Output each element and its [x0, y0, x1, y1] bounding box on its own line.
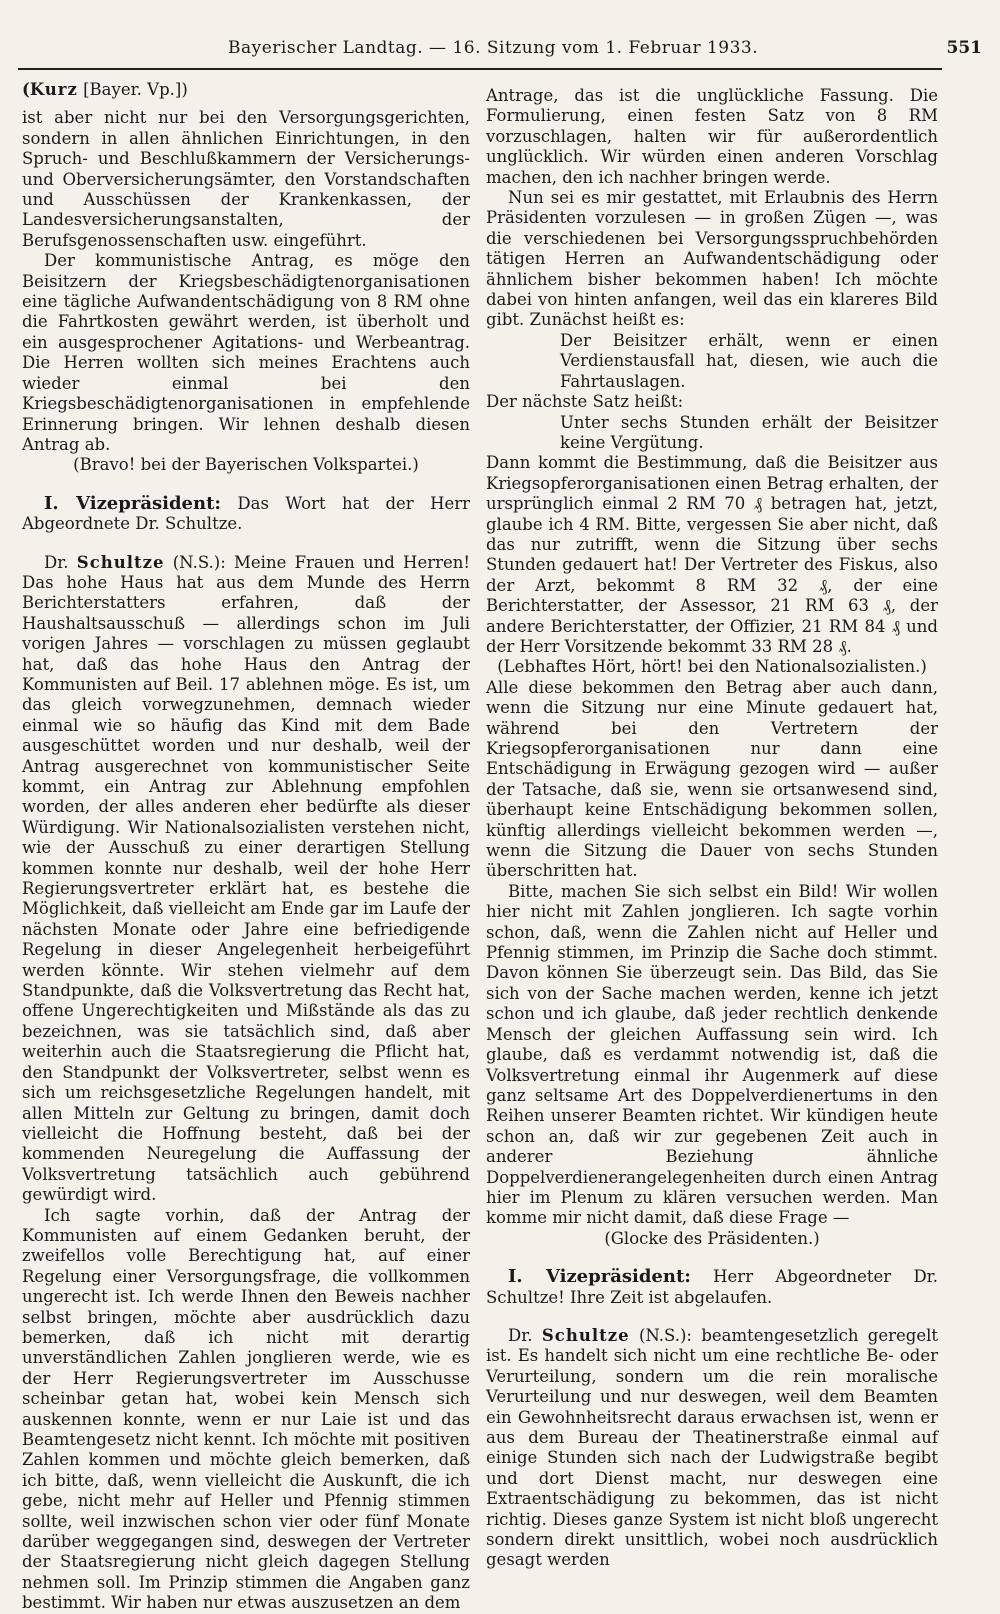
- bell-note: (Glocke des Präsidenten.): [604, 1228, 820, 1248]
- right-paragraph-5: Alle diese bekommen den Betrag aber auch dann, wenn die Sitzung nur eine Minute gedauert hat, während bei den Vertretern der Kriegsopferorganisationen nur dann eine Entschädigung in Erwägung gezogen wird — außer der Tatsache, daß sie, wenn sie ortsanwesend sind, überhaupt keine Entschädigung bekommen sollen, künftig allerdings vielleicht bekommen werden —, wenn die Sitzung die Dauer von sechs Stunden überschritten hat.: [486, 677, 938, 881]
- right-paragraph-6: Bitte, machen Sie sich selbst ein Bild! Wir wollen hier nicht mit Zahlen jonglieren. Ich sagte vorhin schon, daß, wenn die Zahlen nicht auf Heller und Pfennig stimmen, im Prinzip die Sache doch stimmt. Davon können Sie überzeugt sein. Das Bild, das Sie sich von der Sache machen werden, kenne ich jetzt schon und ich glaube, daß jeder rechtlich denkende Mensch der gleichen Auffassung sein wird. Ich glaube, daß es verdammt notwendig ist, daß die Volksvertretung einmal ihr Augenmerk auf diese ganz seltsame Art des Doppelverdienertums in den Reihen unserer Beamten richtet. Wir kündigen heute schon an, daß wir zur gegebenen Zeit auch in anderer Beziehung ähnliche Doppelverdienerangelegenheiten durch einen Antrag hier im Plenum zu klären versuchen werden. Man komme mir nicht damit, daß diese Frage —: [486, 881, 938, 1228]
- left-column: [22, 80, 470, 1614]
- speaker-prefix: Dr.: [44, 552, 77, 572]
- speech-schultze-continued: [486, 1326, 938, 1571]
- vice-president-label-2: I. Vizepräsident:: [508, 1266, 691, 1288]
- running-title: Bayerischer Landtag. — 16. Sitzung vom 1. Februar 1933.: [228, 38, 759, 58]
- applause-note: (Bravo! bei der Bayerischen Volkspartei.): [73, 455, 419, 475]
- speaker-prefix-2: Dr.: [508, 1325, 542, 1345]
- speaker-party-2: (N.S.):: [629, 1325, 702, 1345]
- page-number: 551: [946, 38, 982, 58]
- speaker-name-2: Schultze: [541, 1325, 630, 1345]
- vice-president-text-2: Herr Abgeordneter Dr. Schultze! Ihre Zeit ist abgelaufen.: [486, 1267, 938, 1307]
- right-paragraph-1: Antrage, das ist die unglückliche Fassung. Die Formulierung, einen festen Satz von 8 RM vorzuschlagen, halten wir für außerordentlich unglücklich. Wir würden einen anderen Vorschlag machen, den ich nachher bringen werde.: [486, 86, 938, 187]
- running-header: [18, 38, 982, 70]
- left-paragraph-3: Meine Frauen und Herren! Das hohe Haus hat aus dem Munde des Herrn Berichterstatters erfahren, daß der Haushaltsausschuß — allerdings schon im Juli vorigen Jahres — vorschlagen zu müssen geglaubt hat, daß das hohe Haus den Antrag der Kommunisten auf Beil. 17 ablehnen möge. Es ist, um das gleich vorwegzunehmen, demnach wieder einmal wie so häufig das Kind mit dem Bade ausgeschüttet worden und nur deshalb, weil der Antrag ausgerechnet von kommunistischer Seite kommt, ein Antrag zur Ablehnung empfohlen worden, der alles anderen eher bedürfte als dieser Würdigung. Wir Nationalsozialisten verstehen nicht, wie der Ausschuß zu einer derartigen Stellung kommen konnte nur deshalb, weil der hohe Herr Regierungsvertreter erklärt hat, es bestehe die Möglichkeit, daß vielleicht am Ende gar im Laufe der nächsten Monate oder Jahre eine befriedigende Regelung in dieser Angelegenheit herbeigeführt werden könnte. Wir stehen vielmehr auf dem Standpunkte, daß die Volksvertretung das Recht hat, offene Ungerechtigkeiten und Mißstände als das zu bezeichnen, was sie tatsächlich sind, daß aber weiterhin auch die Staatsregierung die Pflicht hat, den Standpunkt der Volksvertreter, selbst wenn es sich um reichsgesetzliche Regelungen handelt, mit allen Mitteln zur Geltung zu bringen, damit doch vielleicht die Hoffnung besteht, daß bei der kommenden Neuregelung die Auffassung der Volksvertretung tatsächlich auch gebührend gewürdigt wird.: [22, 552, 471, 1205]
- right-paragraph-3: Der nächste Satz heißt:: [486, 392, 684, 412]
- quote-1: Der Beisitzer erhält, wenn er einen Verdienstausfall hat, diesen, wie auch die Fahrtauslagen.: [560, 330, 938, 391]
- continued-speaker-party: [Bayer. Vp.]): [77, 80, 188, 99]
- continued-speaker-name: Kurz: [29, 80, 78, 99]
- left-paragraph-2: Der kommunistische Antrag, es möge den Beisitzern der Kriegsbeschädigtenorganisationen eine tägliche Aufwandentschädigung von 8 RM ohne die Fahrtkosten gewährt werden, ist überholt und ein ausgesprochener Agitations- und Werbeantrag. Die Herren wollten sich meines Erachtens auch wieder einmal bei den Kriegsbeschädigtenorganisationen in empfehlende Erinnerung bringen. Wir lehnen deshalb diesen Antrag ab.: [22, 251, 470, 454]
- left-paragraph-4: Ich sagte vorhin, daß der Antrag der Kommunisten auf einem Gedanken beruht, der zweifellos volle Berechtigung hat, auf einer Regelung einer Versorgungsfrage, die vollkommen ungerecht ist. Ich werde Ihnen den Beweis nachher selbst bringen, möchte aber ausdrücklich dazu bemerken, daß ich nicht mit derartig unverständlichen Zahlen jonglieren werde, wie es der Herr Regierungsvertreter im Ausschusse scheinbar getan hat, wobei kein Mensch sich auskennen konnte, wenn er nur Laie ist und das Beamtengesetz nicht kennt. Ich möchte mit positiven Zahlen kommen und möchte gleich bemerken, daß ich bitte, daß, wenn vielleicht die Auskunft, die ich gebe, nicht mehr auf Heller und Pfennig stimmen sollte, weil inzwischen schon vier oder fünf Monate darüber weggegangen sind, deswegen der Vertreter der Staatsregierung nicht gleich dagegen Stellung nehmen soll. Im Prinzip stimmen die Angaben ganz bestimmt. Wir haben nur etwas auszusetzen an dem: [22, 1205, 470, 1613]
- interjection: (Lebhaftes Hört, hört! bei den Nationalsozialisten.): [497, 657, 927, 677]
- left-paragraph-1: ist aber nicht nur bei den Versorgungsgerichten, sondern in allen ähnlichen Einrichtungen, in den Spruch- und Beschlußkammern der Versicherungs- und Oberversicherungsämter, den Vorstandschaften und Ausschüssen der Krankenkassen, der Landesversicherungsanstalten, der Berufsgenossenschaften usw. eingeführt.: [22, 108, 470, 250]
- right-paragraph-2: Nun sei es mir gestattet, mit Erlaubnis des Herrn Präsidenten vorzulesen — in großen Zügen —, was die verschiedenen bei Versorgungsspruchbehörden tätigen Herren an Aufwandentschädigung oder ähnlichem bisher bekommen haben! Ich möchte dabei von hinten anfangen, weil das ein klareres Bild gibt. Zunächst heißt es:: [486, 188, 938, 330]
- speaker-party: (N.S.):: [164, 552, 235, 572]
- vice-president-label: I. Vizepräsident:: [44, 492, 222, 514]
- vice-president-remark: [22, 494, 470, 535]
- quote-2: Unter sechs Stunden erhält der Beisitzer keine Vergütung.: [560, 412, 938, 452]
- right-paragraph-4: Dann kommt die Bestimmung, daß die Beisitzer aus Kriegsopferorganisationen einen Betrag erhalten, der ursprünglich einmal 2 RM 70 ₰ betragen hat, jetzt, glaube ich 4 RM. Bitte, vergessen Sie aber nicht, daß das nur zutrifft, wenn die Sitzung über sechs Stunden gedauert hat! Der Vertreter des Fiskus, also der Arzt, bekommt 8 RM 32 ₰, der eine Berichterstatter, der Assessor, 21 RM 63 ₰, der andere Berichterstatter, der Offizier, 21 RM 84 ₰ und der Herr Vorsitzende bekommt 33 RM 28 ₰.: [486, 453, 938, 656]
- speech-schultze-opening: [22, 553, 470, 1206]
- vice-president-text: Das Wort hat der Herr Abgeordnete Dr. Schultze.: [22, 493, 470, 534]
- vice-president-remark-2: [486, 1267, 938, 1308]
- right-paragraph-7: beamtengesetzlich geregelt ist. Es handelt sich nicht um eine rechtliche Be- oder Verurteilung, sondern um die rein moralische Verurteilung und nur deswegen, weil dem Beamten ein Gewohnheitsrecht daraus erwachsen ist, wenn er aus dem Bureau der Theatinerstraße einmal auf einige Stunden sich nach der Ludwigstraße begibt und dort Dienst macht, nur deswegen eine Extraentschädigung zu bekommen, das ist nicht richtig. Dieses ganze System ist nicht bloß ungerecht sondern direkt unsittlich, wobei noch ausdrücklich gesagt werden: [486, 1325, 938, 1570]
- right-column: [486, 86, 938, 1571]
- continued-speaker-line: (Kurz [Bayer. Vp.]): [22, 80, 188, 99]
- speaker-name: Schultze: [76, 552, 165, 572]
